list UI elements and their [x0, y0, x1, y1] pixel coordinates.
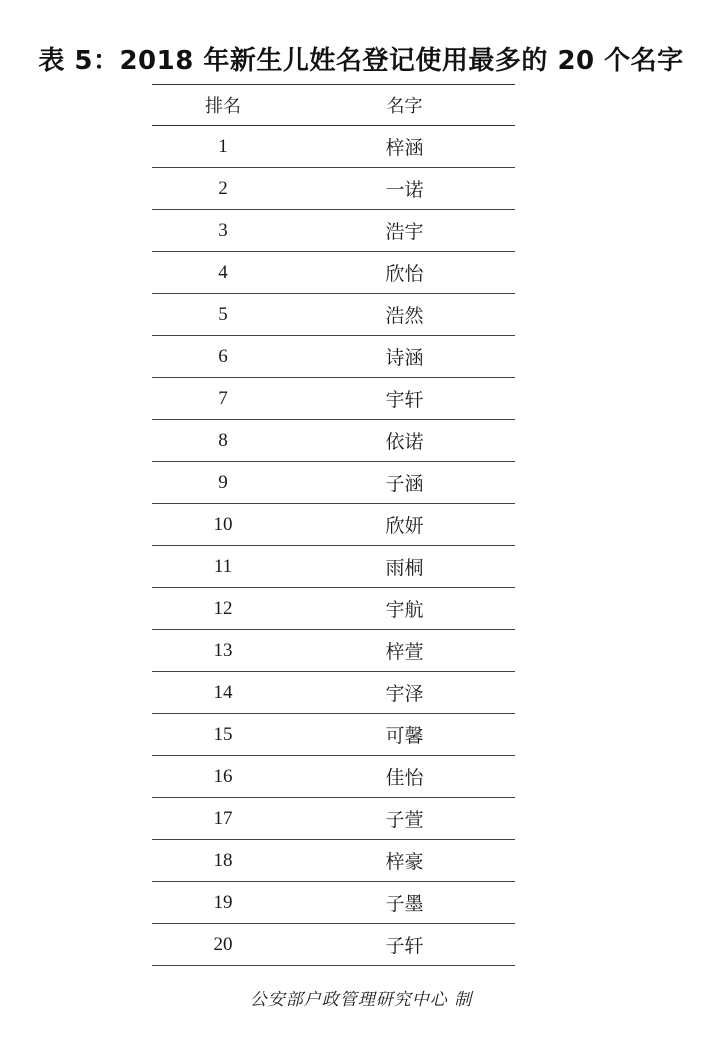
rank-cell: 10 — [213, 513, 233, 535]
table-row — [152, 462, 515, 504]
name-cell: 子萱 — [385, 809, 424, 831]
name-cell: 子轩 — [385, 935, 424, 957]
table-row — [152, 924, 515, 966]
name-cell: 依诺 — [385, 431, 424, 453]
table-row — [152, 336, 515, 378]
name-cell: 梓豪 — [385, 851, 424, 873]
name-cell: 梓萱 — [385, 641, 424, 663]
names-table-container — [152, 84, 515, 966]
rank-cell: 18 — [213, 849, 233, 871]
table-row — [152, 168, 515, 210]
rank-cell: 13 — [213, 639, 233, 661]
name-cell: 浩然 — [385, 305, 424, 327]
name-cell: 一诺 — [385, 179, 424, 201]
rank-cell: 16 — [213, 765, 233, 787]
name-cell: 诗涵 — [385, 347, 424, 369]
table-row — [152, 210, 515, 252]
rank-cell: 4 — [218, 261, 228, 283]
rank-cell: 2 — [218, 177, 228, 199]
rank-cell: 15 — [213, 723, 233, 745]
name-cell: 宇泽 — [385, 683, 424, 705]
rank-cell: 5 — [218, 303, 228, 325]
column-header-name: 名字 — [386, 96, 423, 117]
table-body — [152, 126, 515, 966]
column-header-rank: 排名 — [205, 96, 241, 117]
rank-cell: 11 — [213, 555, 233, 577]
name-cell: 可馨 — [385, 725, 424, 747]
table-row — [152, 840, 515, 882]
name-cell: 子涵 — [385, 473, 424, 495]
rank-cell: 9 — [218, 471, 228, 493]
table-row — [152, 714, 515, 756]
rank-cell: 6 — [218, 345, 228, 367]
table-row — [152, 630, 515, 672]
name-cell: 宇轩 — [385, 389, 424, 411]
rank-cell: 3 — [218, 219, 228, 241]
table-row — [152, 546, 515, 588]
name-cell: 欣怡 — [385, 263, 424, 285]
name-cell: 雨桐 — [385, 557, 424, 579]
name-cell: 佳怡 — [385, 767, 424, 789]
table-row — [152, 420, 515, 462]
rank-cell: 17 — [213, 807, 233, 829]
name-cell: 欣妍 — [385, 515, 424, 537]
source-footer: 公安部户政管理研究中心 制 — [249, 990, 473, 1010]
table-header-row — [152, 85, 515, 126]
table-row — [152, 798, 515, 840]
table-row — [152, 756, 515, 798]
name-cell: 浩宇 — [385, 221, 424, 243]
name-cell: 子墨 — [385, 893, 424, 915]
document-title: 表 5：2018 年新生儿姓名登记使用最多的 20 个名字 — [38, 46, 684, 76]
name-cell: 梓涵 — [385, 137, 424, 159]
table-row — [152, 504, 515, 546]
table-row — [152, 672, 515, 714]
table-row — [152, 588, 515, 630]
rank-cell: 20 — [213, 933, 233, 955]
table-row — [152, 126, 515, 168]
rank-cell: 1 — [218, 135, 228, 157]
rank-cell: 12 — [213, 597, 233, 619]
table-row — [152, 294, 515, 336]
name-cell: 宇航 — [385, 599, 424, 621]
rank-cell: 7 — [218, 387, 228, 409]
table-row — [152, 882, 515, 924]
table-row — [152, 252, 515, 294]
names-table — [152, 84, 515, 966]
rank-cell: 19 — [213, 891, 233, 913]
table-row — [152, 378, 515, 420]
rank-cell: 14 — [213, 681, 233, 703]
rank-cell: 8 — [218, 429, 228, 451]
